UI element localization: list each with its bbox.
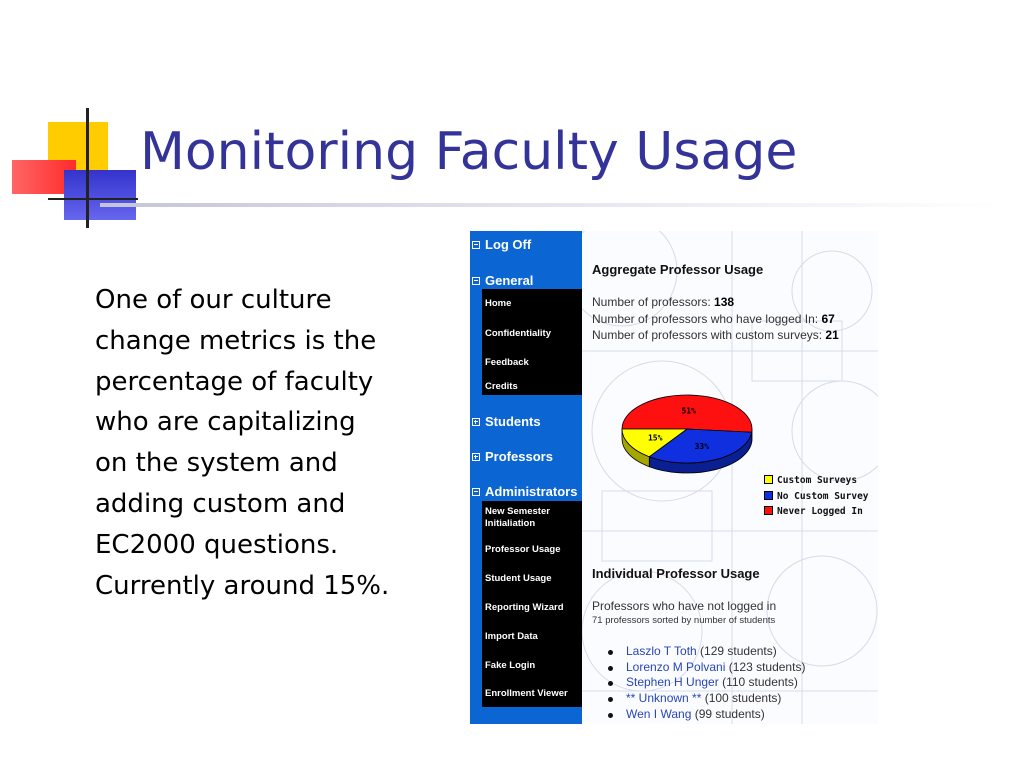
- nav-item-enrollment-viewer[interactable]: Enrollment Viewer: [485, 688, 568, 699]
- stat-value: 67: [821, 311, 835, 326]
- legend-item: [764, 473, 869, 489]
- sort-note: 71 professors sorted by number of students: [592, 615, 776, 626]
- slide-logo-graphic: [0, 100, 150, 230]
- main-content: [582, 231, 878, 724]
- stat-label: Number of professors with custom surveys:: [592, 328, 826, 342]
- pie-slice-label: 51%: [681, 406, 696, 416]
- nav-general[interactable]: [472, 273, 533, 288]
- collapse-icon: [472, 277, 480, 285]
- student-count: (123 students): [725, 659, 806, 674]
- stat-row: [592, 311, 839, 328]
- student-count: (100 students): [701, 691, 782, 706]
- logo-horizontal-line: [48, 198, 138, 200]
- professor-link[interactable]: Laszlo T Toth: [626, 644, 697, 658]
- professor-link[interactable]: Lorenzo M Polvani: [626, 659, 726, 674]
- nav-professors-label: Professors: [485, 449, 553, 464]
- expand-icon: [472, 418, 480, 426]
- pie-slice-label: 15%: [647, 433, 663, 443]
- legend-swatch-yellow: [764, 475, 773, 484]
- stat-row: [592, 294, 839, 311]
- nav-general-label: General: [485, 273, 534, 288]
- stat-value: 21: [825, 328, 839, 342]
- legend-swatch-red: [764, 506, 773, 515]
- list-item: [608, 644, 805, 660]
- legend-label: Custom Surveys: [777, 475, 858, 486]
- nav-students-label: Students: [485, 414, 541, 429]
- student-count: (99 students): [691, 706, 765, 721]
- slide-body-text: One of our culture change metrics is the percentage of faculty who are capitalizing on the system and adding custom and EC2000 questions. Currently around 15%.: [95, 285, 390, 601]
- nav-item-credits[interactable]: Credits: [485, 380, 518, 392]
- legend-item: [764, 489, 869, 505]
- logo-blue-square: [64, 170, 136, 220]
- sidebar-nav: [470, 231, 582, 724]
- professor-link[interactable]: ** Unknown **: [626, 691, 702, 706]
- nav-item-professor-usage[interactable]: Professor Usage: [485, 544, 561, 555]
- stat-value: 138: [714, 295, 735, 309]
- professor-list: [608, 644, 805, 723]
- individual-heading: Individual Professor Usage: [592, 566, 760, 581]
- legend-swatch-blue: [764, 491, 773, 500]
- nav-administrators-submenu: [482, 501, 582, 707]
- logo-vertical-line: [86, 108, 89, 228]
- title-underline: [100, 203, 1000, 207]
- list-item: [608, 691, 805, 707]
- legend-item: [764, 504, 869, 520]
- legend-label: No Custom Survey: [777, 490, 869, 502]
- collapse-icon: [472, 241, 480, 249]
- list-item: [608, 707, 805, 723]
- nav-item-reporting-wizard[interactable]: Reporting Wizard: [485, 602, 564, 613]
- collapse-icon: [472, 488, 480, 496]
- usage-pie-chart: [612, 381, 762, 491]
- slide-title: Monitoring Faculty Usage: [140, 122, 798, 182]
- professor-link[interactable]: Stephen H Unger: [626, 675, 719, 690]
- professor-link[interactable]: Wen I Wang: [626, 706, 692, 721]
- list-item: [608, 660, 805, 676]
- nav-professors[interactable]: [472, 449, 553, 464]
- nav-item-new-semester[interactable]: New Semester Initialiation: [485, 506, 550, 529]
- nav-administrators[interactable]: [472, 484, 577, 499]
- nav-item-import-data[interactable]: Import Data: [485, 631, 538, 642]
- nav-log-off-label: Log Off: [485, 237, 532, 252]
- list-item: [608, 675, 805, 691]
- nav-administrators-label: Administrators: [485, 484, 578, 499]
- not-logged-in-subheading: Professors who have not logged in: [592, 599, 777, 613]
- nav-item-confidentiality[interactable]: Confidentiality: [485, 327, 551, 339]
- chart-legend: [764, 473, 869, 520]
- student-count: (129 students): [696, 644, 777, 658]
- nav-item-feedback[interactable]: Feedback: [485, 357, 529, 369]
- expand-icon: [472, 453, 480, 461]
- stat-label: Number of professors:: [592, 295, 715, 309]
- nav-general-submenu: [482, 289, 582, 395]
- embedded-screenshot: [470, 231, 878, 724]
- pie-slice-label: 33%: [694, 442, 710, 452]
- nav-item-fake-login[interactable]: Fake Login: [485, 660, 536, 671]
- nav-log-off[interactable]: [472, 237, 531, 252]
- stat-label: Number of professors who have logged In:: [592, 311, 822, 326]
- nav-students[interactable]: [472, 414, 541, 429]
- nav-item-student-usage[interactable]: Student Usage: [485, 573, 552, 584]
- nav-item-home[interactable]: Home: [485, 298, 512, 310]
- aggregate-heading: Aggregate Professor Usage: [592, 262, 764, 277]
- legend-label: Never Logged In: [777, 506, 863, 517]
- stat-row: [592, 327, 839, 344]
- aggregate-stats: [592, 294, 839, 344]
- student-count: (110 students): [718, 675, 798, 690]
